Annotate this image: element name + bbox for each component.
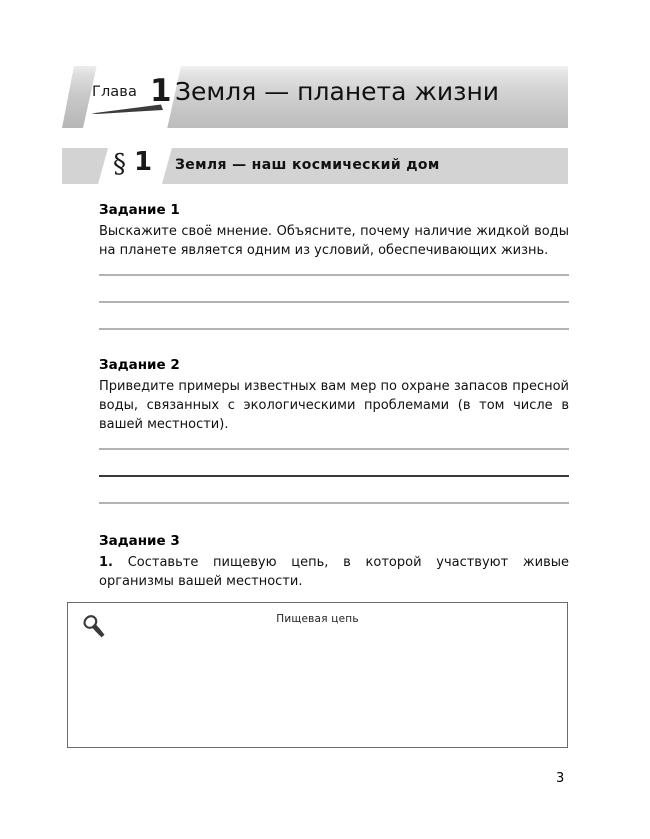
task-1 bbox=[99, 203, 569, 260]
task-3 bbox=[99, 534, 569, 591]
answer-line[interactable] bbox=[99, 328, 569, 330]
task-1-body: Выскажите своё мнение. Объясните, почему наличие жидкой воды на планете является одним из условий, обеспечивающих жизнь. bbox=[99, 223, 569, 258]
chapter-header bbox=[62, 66, 568, 128]
task-3-heading: Задание 3 bbox=[99, 533, 180, 549]
page-number: 3 bbox=[556, 771, 565, 786]
chapter-word-label: Глава bbox=[92, 84, 137, 100]
answer-line[interactable] bbox=[99, 301, 569, 303]
task-2 bbox=[99, 358, 569, 434]
answer-line[interactable] bbox=[99, 475, 569, 477]
task-3-item-number: 1. bbox=[99, 554, 113, 570]
task-1-answer-lines[interactable] bbox=[99, 274, 569, 330]
section-sign-icon: § bbox=[113, 149, 126, 179]
answer-line[interactable] bbox=[99, 502, 569, 504]
chapter-number: 1 bbox=[150, 73, 172, 109]
task-2-answer-lines[interactable] bbox=[99, 448, 569, 504]
section-header bbox=[62, 148, 568, 184]
answer-line[interactable] bbox=[99, 448, 569, 450]
task-1-heading: Задание 1 bbox=[99, 202, 180, 218]
task-3-body bbox=[99, 553, 569, 591]
section-number: 1 bbox=[134, 147, 153, 177]
answer-line[interactable] bbox=[99, 274, 569, 276]
chapter-title: Земля — планета жизни bbox=[175, 77, 500, 106]
food-chain-box-caption: Пищевая цепь bbox=[276, 613, 359, 625]
task-2-heading: Задание 2 bbox=[99, 357, 180, 373]
task-2-body: Приведите примеры известных вам мер по охране запасов пресной воды, связанных с экологическими проблемами (в том числе в вашей местности). bbox=[99, 378, 569, 432]
section-title: Земля — наш космический дом bbox=[175, 157, 440, 173]
food-chain-answer-box[interactable] bbox=[67, 602, 568, 748]
task-3-item-text: Составьте пищевую цепь, в которой участвуют живые организмы вашей местности. bbox=[99, 554, 569, 589]
